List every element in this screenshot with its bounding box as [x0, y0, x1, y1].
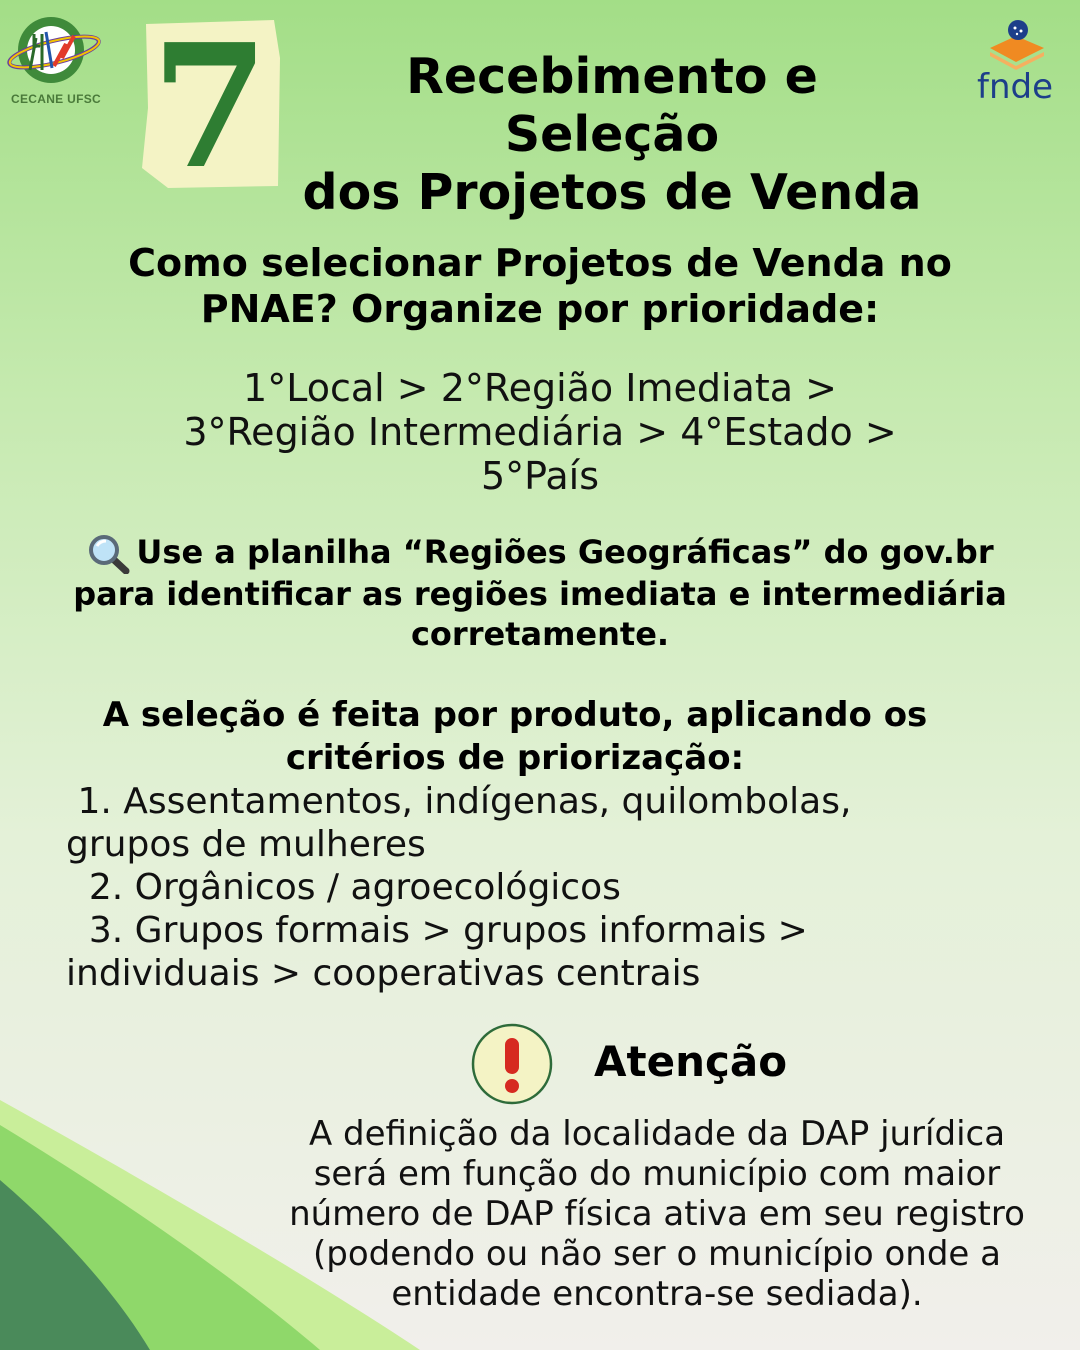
attention-text: [284, 1114, 1030, 1314]
question-heading: [90, 240, 990, 332]
title-line-1: Recebimento e Seleção: [406, 48, 818, 163]
attention-line: entidade encontra-se sediada).: [391, 1274, 923, 1314]
criteria-line: 1. Assentamentos, indígenas, quilombolas,: [66, 781, 852, 822]
fnde-logo: [960, 16, 1070, 106]
priority-order: [120, 366, 960, 498]
priority-line-2: 3°Região Intermediária > 4°Estado >: [183, 410, 897, 454]
attention-line: será em função do município com maior: [313, 1154, 1001, 1194]
tip-note: [30, 532, 1050, 654]
magnifying-glass-icon: [86, 534, 130, 574]
attention-line: (podendo ou não ser o município onde a: [312, 1234, 1001, 1274]
fnde-logo-text: fnde: [976, 67, 1054, 106]
tip-line-1: Use a planilha “Regiões Geográficas” do gov.br: [136, 533, 994, 571]
selection-heading: [60, 694, 970, 780]
tip-line-2: para identificar as regiões imediata e intermediária: [73, 575, 1007, 613]
criteria-line: grupos de mulheres: [66, 824, 426, 865]
step-number: 7: [150, 18, 270, 190]
page-title: [292, 48, 932, 222]
cecane-emblem-icon: [6, 8, 106, 88]
priority-line-1: 1°Local > 2°Região Imediata >: [243, 366, 837, 410]
attention-title: Atenção: [594, 1037, 788, 1086]
fnde-emblem-icon: [960, 16, 1070, 106]
cecane-logo-text: CECANE UFSC: [11, 92, 101, 106]
attention-line: A definição da localidade da DAP jurídica: [308, 1114, 1006, 1154]
criteria-line: 2. Orgânicos / agroecológicos: [66, 867, 621, 908]
selection-heading-line-2: critérios de priorização:: [285, 738, 745, 778]
cecane-logo: [4, 8, 108, 108]
selection-heading-line-1: A seleção é feita por produto, aplicando os: [102, 695, 928, 735]
title-line-2: dos Projetos de Venda: [302, 164, 922, 221]
priority-line-3: 5°País: [480, 454, 600, 498]
question-line-1: Como selecionar Projetos de Venda no: [128, 241, 952, 285]
exclamation-icon: [470, 1022, 554, 1106]
criteria-line: individuais > cooperativas centrais: [66, 953, 701, 994]
question-line-2: PNAE? Organize por prioridade:: [200, 287, 880, 331]
tip-line-3: corretamente.: [410, 615, 670, 653]
criteria-line: 3. Grupos formais > grupos informais >: [66, 910, 808, 951]
criteria-list: [66, 780, 966, 995]
step-number-badge: [138, 18, 284, 190]
attention-line: número de DAP física ativa em seu registro: [289, 1194, 1025, 1234]
